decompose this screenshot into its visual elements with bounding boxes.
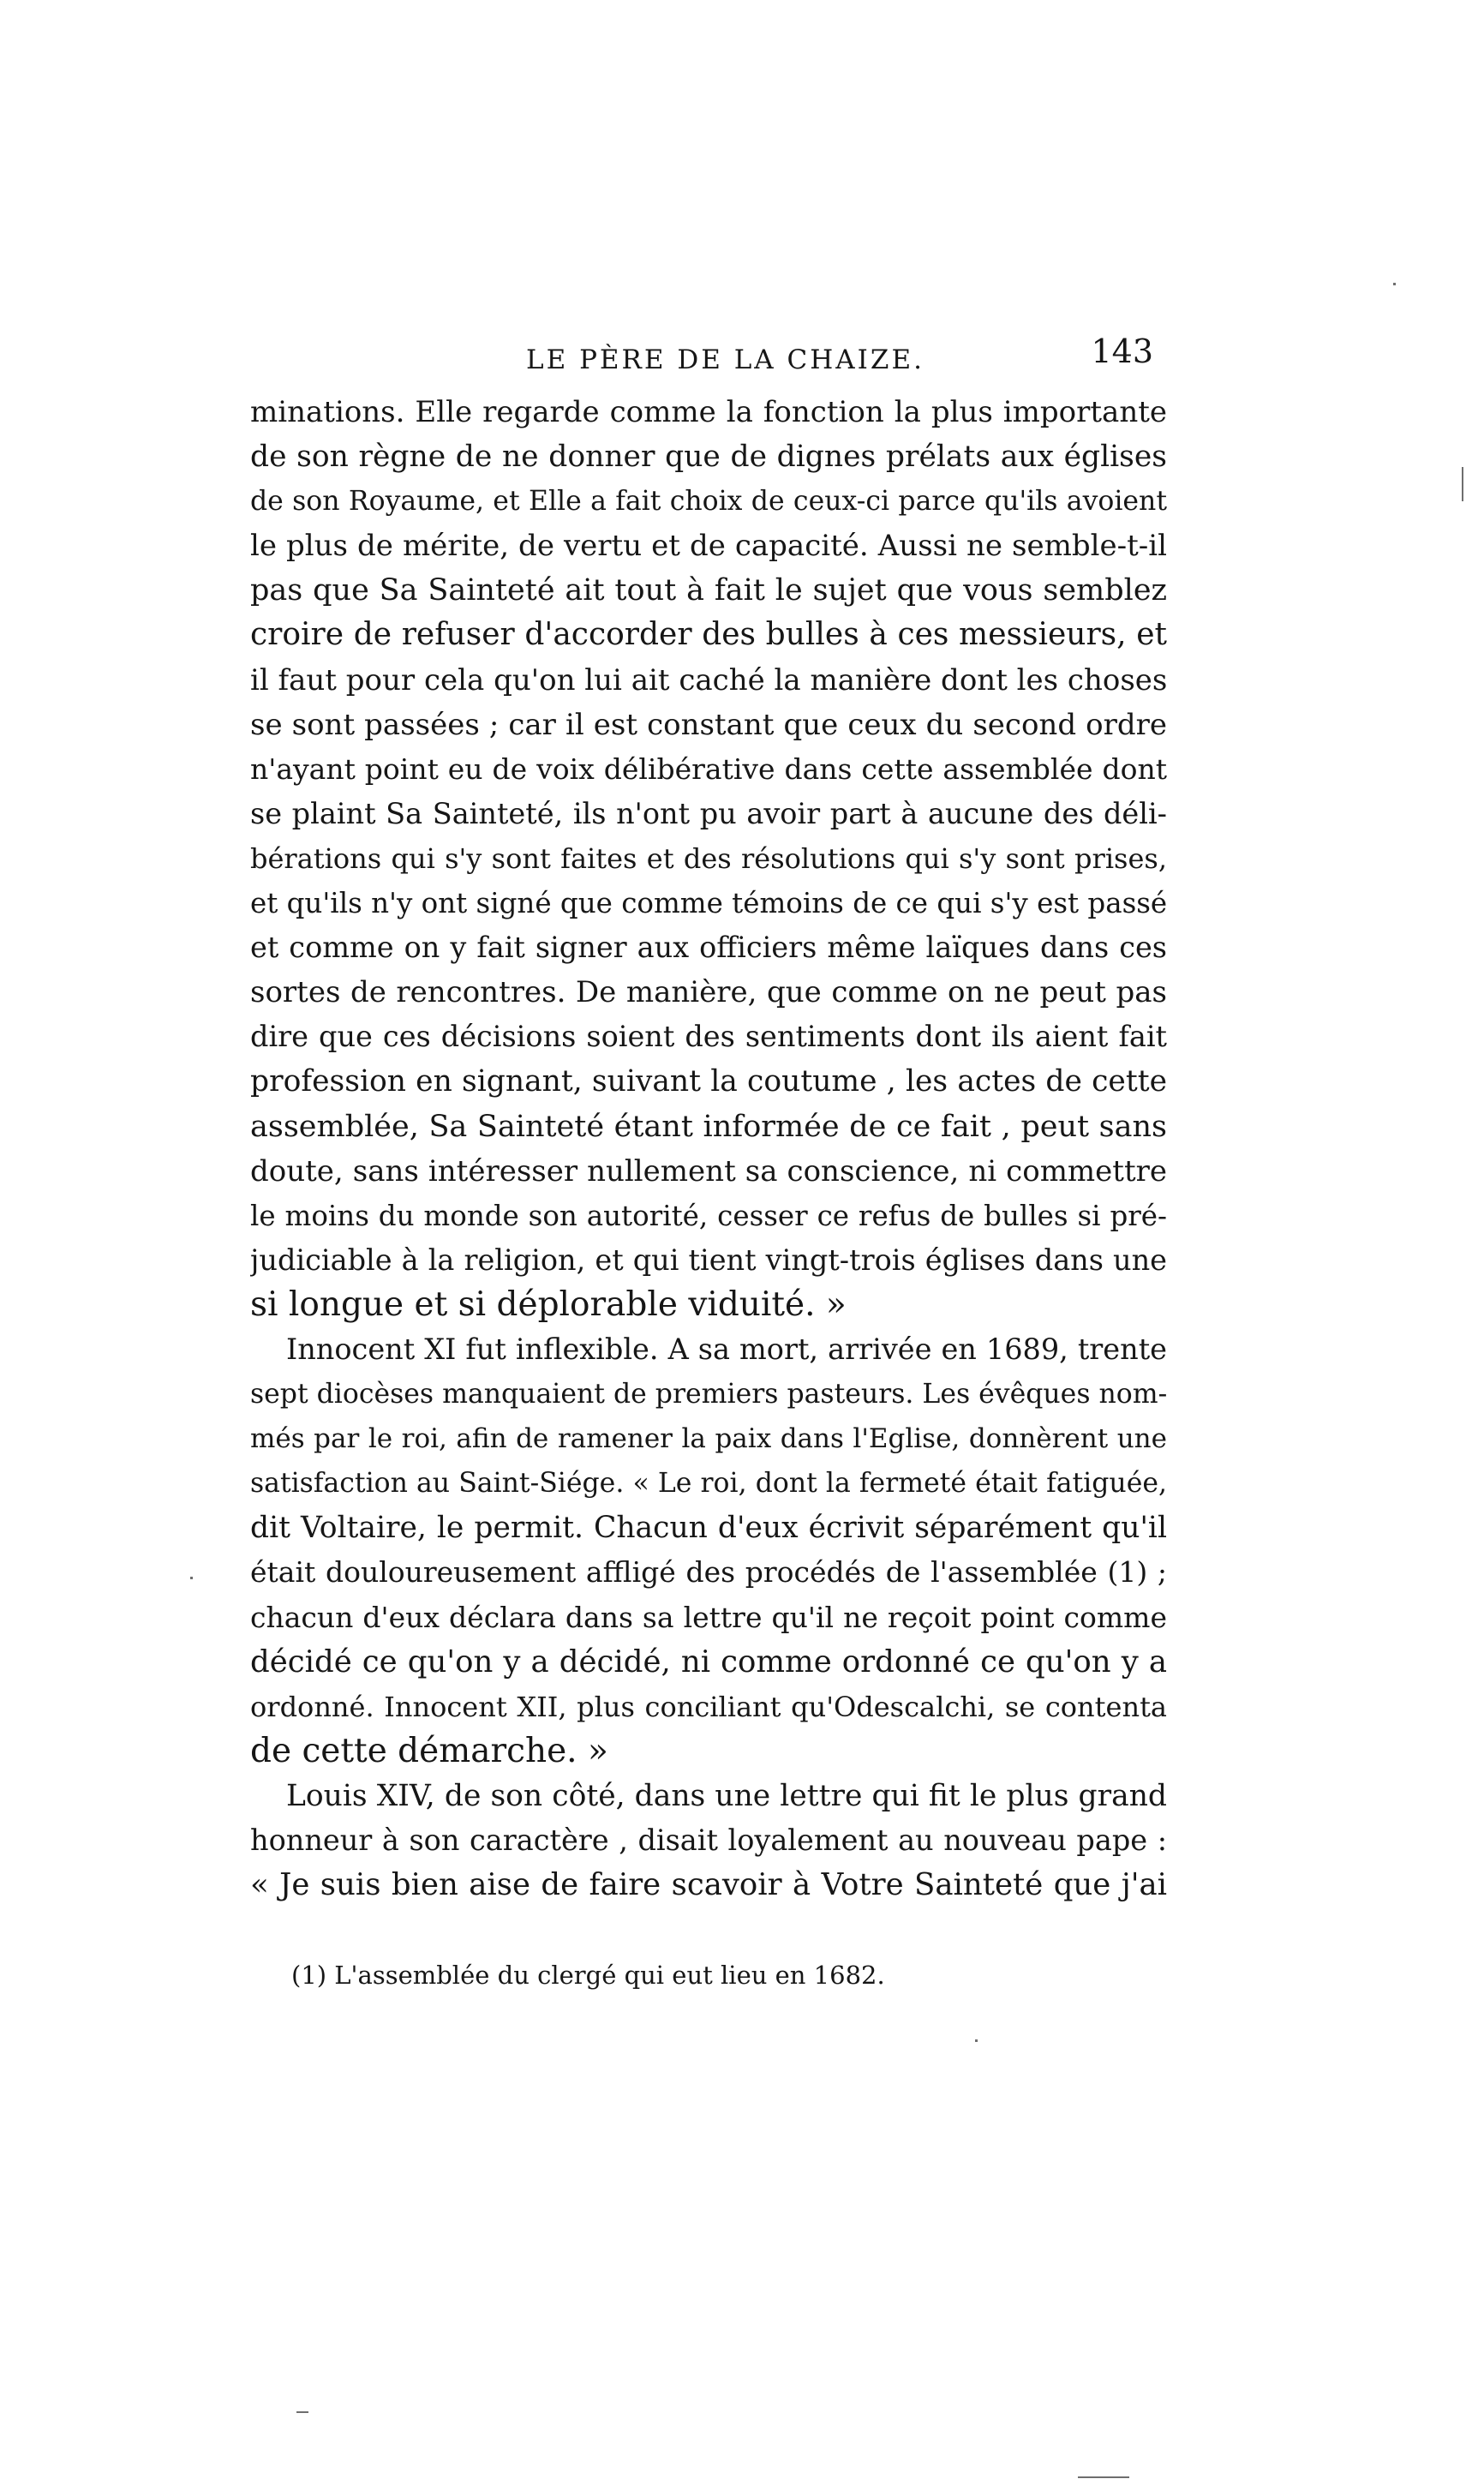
text-line: bérations qui s'y sont faites et des résolutions qui s'y sont prises, [250, 841, 1167, 875]
footnote: (1) L'assemblée du clergé qui eut lieu en 1682. [291, 1961, 885, 1990]
text-line: croire de refuser d'accorder des bulles à ces messieurs, et [250, 617, 1167, 653]
paragraph-1 [250, 390, 1167, 1327]
text-line: le moins du monde son autorité, cesser ce refus de bulles si pré- [250, 1199, 1167, 1232]
scan-mark [1078, 2476, 1129, 2478]
text-line: ordonné. Innocent XII, plus conciliant qu'Odescalchi, se contenta [250, 1690, 1167, 1723]
text-line: de cette démarche. » [250, 1731, 608, 1770]
text-line: sept diocèses manquaient de premiers pasteurs. Les évêques nom- [250, 1379, 1167, 1410]
text-line: il faut pour cela qu'on lui ait caché la manière dont les choses [250, 662, 1167, 698]
text-line: assemblée, Sa Sainteté étant informée de ce fait , peut sans [250, 1109, 1167, 1144]
body-text [250, 390, 1167, 1907]
text-line: Innocent XI fut inflexible. A sa mort, arrivée en 1689, trente [286, 1332, 1167, 1366]
text-line: et comme on y fait signer aux officiers même laïques dans ces [250, 931, 1167, 965]
text-line: si longue et si déplorable viduité. » [250, 1284, 847, 1324]
page-number: 143 [1091, 332, 1153, 370]
text-line: pas que Sa Sainteté ait tout à fait le sujet que vous semblez [250, 573, 1167, 608]
text-line: chacun d'eux déclara dans sa lettre qu'il ne reçoit point comme [250, 1600, 1167, 1634]
text-line: était douloureusement affligé des procédés de l'assemblée (1) ; [250, 1555, 1167, 1590]
scan-mark [1393, 283, 1396, 285]
scan-mark [296, 2411, 308, 2413]
scan-mark [1462, 467, 1463, 501]
paragraph-3 [250, 1774, 1167, 1907]
text-line: honneur à son caractère , disait loyalement au nouveau pape : [250, 1823, 1167, 1857]
scan-mark [975, 2039, 978, 2042]
text-line: sortes de rencontres. De manière, que comme on ne peut pas [250, 975, 1167, 1010]
text-line: dire que ces décisions soient des sentiments dont ils aient fait [250, 1020, 1167, 1054]
text-line: Louis XIV, de son côté, dans une lettre qui fit le plus grand [286, 1778, 1167, 1813]
text-line: profession en signant, suivant la coutume , les actes de cette [250, 1064, 1167, 1099]
scan-mark [190, 1577, 193, 1579]
text-line: satisfaction au Saint-Siége. « Le roi, dont la fermeté était fatiguée, [250, 1468, 1167, 1500]
paragraph-2 [250, 1327, 1167, 1774]
text-line: dit Voltaire, le permit. Chacun d'eux écrivit séparément qu'il [250, 1511, 1167, 1546]
text-line: de son Royaume, et Elle a fait choix de ceux-ci parce qu'ils avoient [250, 486, 1167, 518]
text-line: doute, sans intéresser nullement sa conscience, ni commettre [250, 1153, 1167, 1189]
text-line: se sont passées ; car il est constant que ceux du second ordre [250, 707, 1167, 742]
text-line: « Je suis bien aise de faire scavoir à Votre Sainteté que j'ai [250, 1867, 1167, 1903]
text-line: décidé ce qu'on y a décidé, ni comme ordonné ce qu'on y a [250, 1644, 1167, 1680]
text-line: de son règne de ne donner que de dignes prélats aux églises [250, 440, 1167, 475]
running-head [250, 332, 1167, 384]
text-line: més par le roi, afin de ramener la paix dans l'Eglise, donnèrent une [250, 1423, 1167, 1455]
text-line: le plus de mérite, de vertu et de capacité. Aussi ne semble-t-il [250, 529, 1167, 564]
text-line: et qu'ils n'y ont signé que comme témoins de ce qui s'y est passé [250, 887, 1167, 920]
text-line: minations. Elle regarde comme la fonction la plus importante [250, 395, 1167, 429]
text-line: n'ayant point eu de voix délibérative dans cette assemblée dont [250, 751, 1167, 786]
running-title: LE PÈRE DE LA CHAIZE. [526, 344, 925, 375]
text-line: se plaint Sa Sainteté, ils n'ont pu avoir part à aucune des déli- [250, 796, 1167, 830]
text-line: judiciable à la religion, et qui tient vingt-trois églises dans une [250, 1243, 1167, 1277]
